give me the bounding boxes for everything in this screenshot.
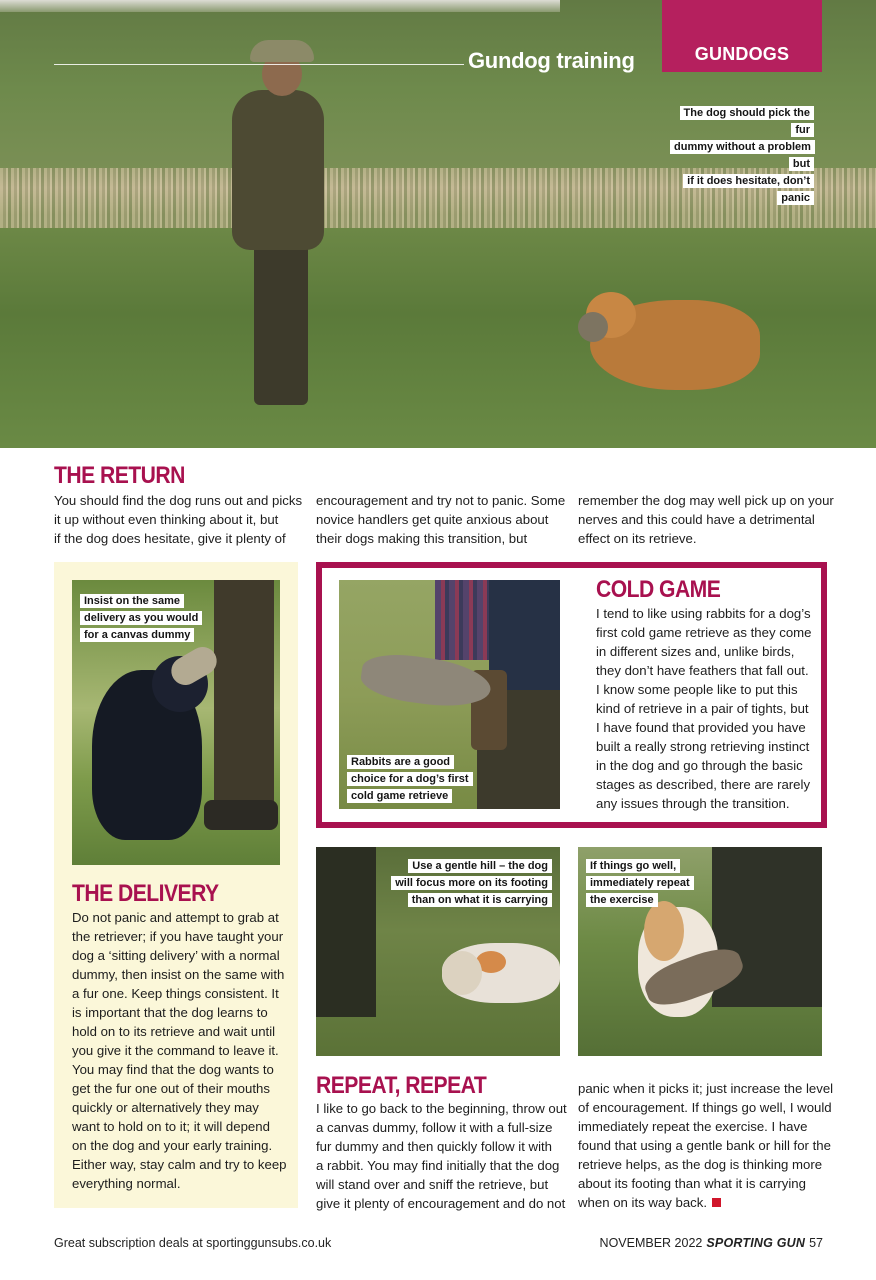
section-title: Gundog training	[468, 48, 635, 73]
rabbit-photo-caption	[347, 753, 473, 804]
caption-line: if it does hesitate, don’t panic	[683, 174, 814, 205]
heading-the-delivery: THE DELIVERY	[72, 880, 219, 907]
footer-folio	[600, 1236, 823, 1250]
caption-line: the exercise	[586, 893, 658, 907]
hill-photo-caption	[391, 857, 552, 908]
caption-line: choice for a dog’s first	[347, 772, 473, 786]
issue-date: NOVEMBER 2022	[599, 1236, 703, 1250]
caption-line: cold game retrieve	[347, 789, 452, 803]
caption-line: for a canvas dummy	[80, 628, 194, 642]
field-fence	[0, 0, 560, 12]
caption-line: immediately repeat	[586, 876, 694, 890]
delivery-body: Do not panic and attempt to grab at the retriever; if you have taught your dog a ‘sitting delivery’ with a normal dummy, then insist on the same with a fur one. Keep things consistent. It is important that the dog learns to hold on to its retrieve and wait until you give it the command to leave it. You may find that the dog wants to get the fur one out of their mouths quickly or alternatively they may want to hold on to it; it will depend on the dog and your early training. Either way, stay calm and try to keep everything normal.	[72, 910, 287, 1191]
fur-dummy	[578, 312, 608, 342]
hero-caption	[670, 104, 814, 206]
handler	[316, 847, 376, 1017]
handler-legs	[254, 240, 308, 405]
caption-line: The dog should pick the fur	[680, 106, 815, 137]
magazine-name: SPORTING GUN	[706, 1236, 806, 1250]
heading-the-return: THE RETURN	[54, 462, 185, 489]
caption-line: dummy without a problem but	[670, 140, 815, 171]
repeat-column-2: panic when it picks it; just increase the level of encouragement. If things go well, I would immediately repeat the exercise. I have found that using a gentle bank or hill for the retrieve helps, as the dog is thinking more about its footing than what it is carrying when on its way back.	[578, 1081, 834, 1210]
end-square-icon	[712, 1198, 721, 1207]
heading-cold-game: COLD GAME	[596, 576, 721, 603]
category-tab: GUNDOGS	[662, 0, 822, 72]
repeat-photo-caption	[586, 857, 694, 908]
cold-game-body: I tend to like using rabbits for a dog’s first cold game retrieve as they come in different sizes and, unlike birds, they don’t have feathers that fall out. I know some people like to put this kind of retrieve in a pair of tights, but I have found that provided you have built a really strong retrieving instinct in the dog and go through the basic stages as described, there are rarely any issues through the transition.	[596, 606, 812, 811]
page-number: 57	[809, 1236, 823, 1250]
header-rule	[54, 64, 464, 65]
caption-line: Rabbits are a good	[347, 755, 454, 769]
caption-line: will focus more on its footing	[391, 876, 552, 890]
footer-subscription-link[interactable]: Great subscription deals at sportinggunsubs.co.uk	[54, 1236, 332, 1250]
caption-line: than on what it is carrying	[408, 893, 552, 907]
return-column-3: remember the dog may well pick up on your nerves and this could have a detrimental effect on its retrieve.	[578, 493, 834, 546]
return-column-2: encouragement and try not to panic. Some novice handlers get quite anxious about their dogs making this transition, but	[316, 493, 566, 546]
repeat-column-1: I like to go back to the beginning, throw out a canvas dummy, follow it with a full-size fur dummy and then quickly follow it with a rabbit. You may find initially that the dog will stand over and sniff the retrieve, but give it plenty of encouragement and do not	[316, 1101, 567, 1211]
heading-repeat-repeat: REPEAT, REPEAT	[316, 1072, 487, 1099]
return-column-1: You should find the dog runs out and picks it up without even thinking about it, but if the dog does hesitate, give it plenty of	[54, 493, 303, 546]
handler-jacket	[232, 90, 324, 250]
caption-line: Insist on the same	[80, 594, 184, 608]
handler-leg	[214, 580, 274, 810]
caption-line: delivery as you would	[80, 611, 202, 625]
dog-ear	[644, 901, 684, 961]
handler-cap	[250, 40, 314, 62]
caption-line: If things go well,	[586, 859, 680, 873]
handler-boot	[204, 800, 278, 830]
caption-line: Use a gentle hill – the dog	[408, 859, 552, 873]
delivery-photo-caption	[80, 592, 202, 643]
setter-head	[442, 951, 482, 995]
